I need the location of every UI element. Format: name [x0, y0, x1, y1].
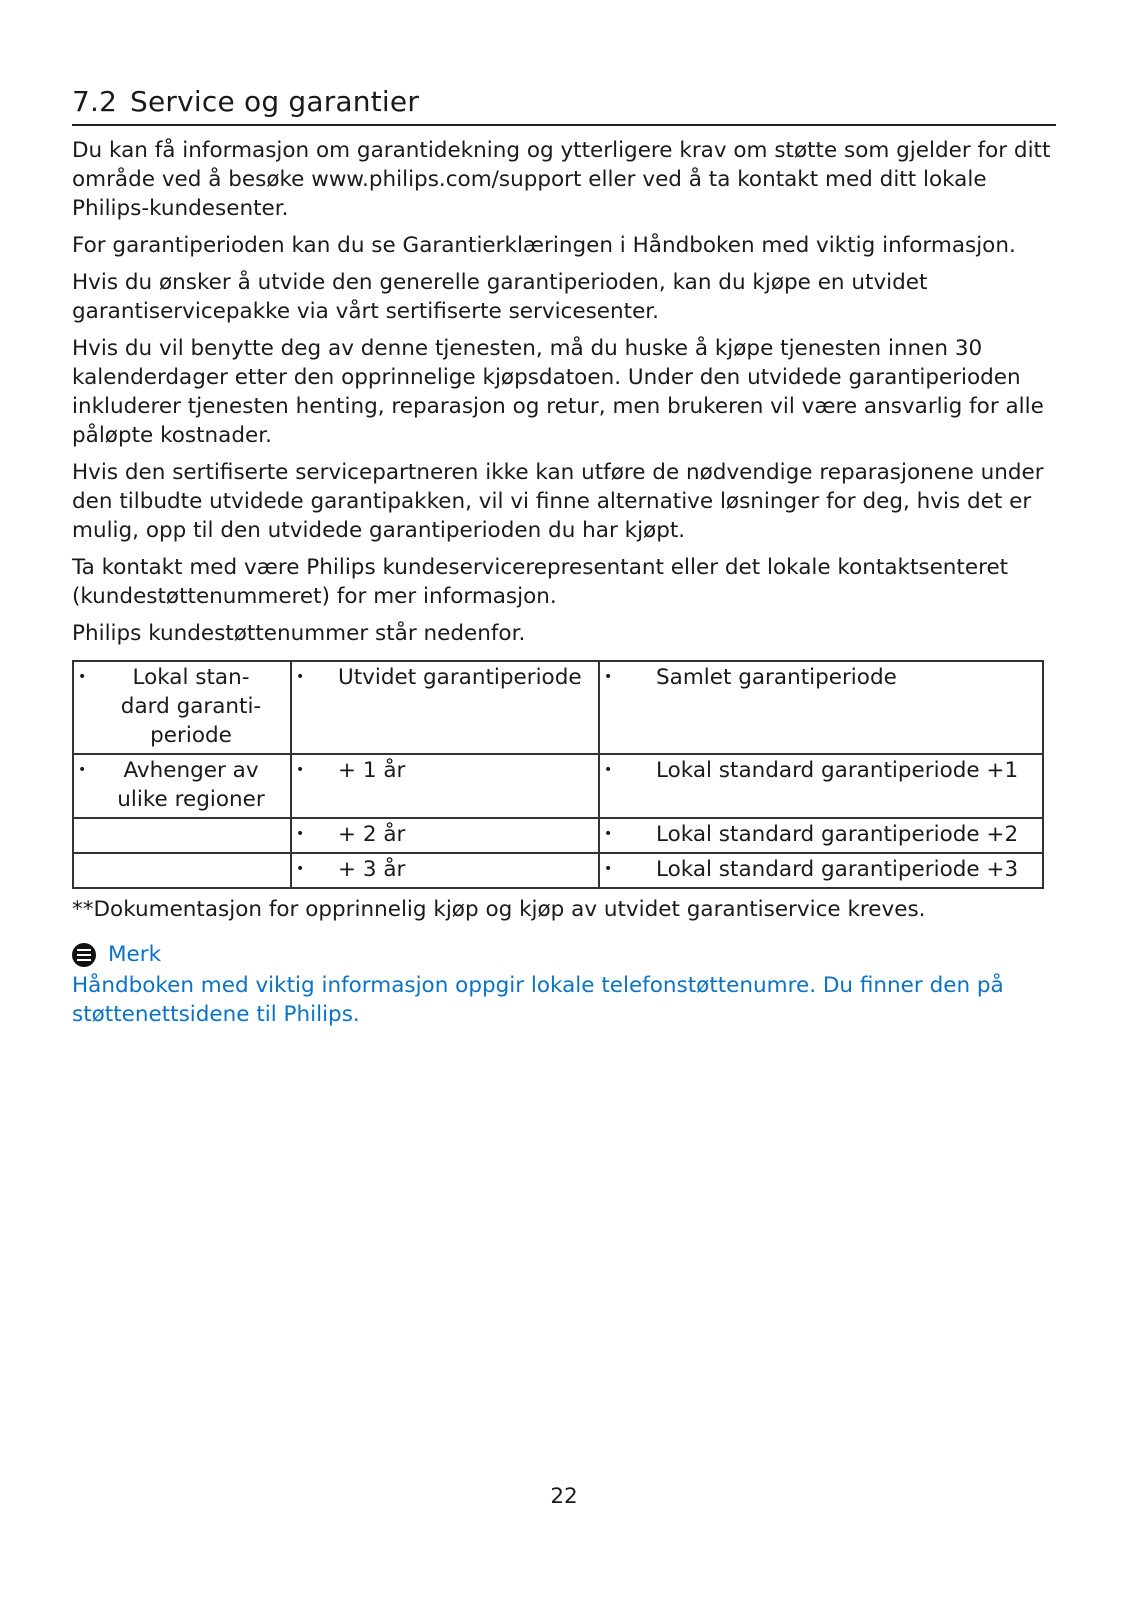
table-cell [73, 853, 291, 888]
paragraph: Du kan få informasjon om garantidekning og ytterligere krav om støtte som gjelder for ditt område ved å besøke www.philips.com/support eller ved å ta kontakt med ditt lokale Philips-kundesenter. [72, 138, 1051, 221]
note-text: Håndboken med viktig informasjon oppgir lokale telefonstøttenumre. Du finner den på støttenettsidene til Philips. [72, 973, 1004, 1027]
note-icon [72, 943, 96, 967]
paragraph: Hvis du vil benytte deg av denne tjenesten, må du huske å kjøpe tjenesten innen 30 kalenderdager etter den opprinnelige kjøpsdatoen. Under den utvidede garantiperioden inkluderer tjenesten henting, reparasjon og retur, men brukeren vil være ansvarlig for alle påløpte kostnader. [72, 336, 1044, 448]
paragraph: For garantiperioden kan du se Garantierklæringen i Håndboken med viktig informasjon. [72, 233, 1016, 258]
paragraph: Philips kundestøttenummer står nedenfor. [72, 621, 526, 646]
footnote: **Dokumentasjon for opprinnelig kjøp og kjøp av utvidet garantiservice kreves. [72, 897, 926, 922]
cell-text: Lokal standard garantiperiode +3 [656, 857, 1019, 882]
page-number: 22 [550, 1484, 578, 1509]
table-row [73, 754, 1043, 818]
cell-text: + 1 år [338, 758, 406, 783]
table-cell [291, 754, 599, 818]
cell-text: Avhenger av ulike regioner [117, 758, 265, 812]
table-cell [73, 754, 291, 818]
bullet-icon: • [296, 762, 305, 778]
section-heading [72, 82, 1056, 126]
table-cell [73, 818, 291, 853]
table-cell [291, 661, 599, 754]
section-number: 7.2 [72, 85, 118, 118]
note-heading [72, 940, 1056, 969]
table-cell [73, 661, 291, 754]
bullet-icon: • [296, 826, 305, 842]
table-row [73, 853, 1043, 888]
table-header-row [73, 661, 1043, 754]
note-title: Merk [108, 942, 162, 967]
table-cell [599, 661, 1043, 754]
page-content [72, 82, 1056, 1029]
bullet-icon: • [296, 861, 305, 877]
table-cell [599, 818, 1043, 853]
table-cell [599, 853, 1043, 888]
table-row [73, 818, 1043, 853]
cell-text: Lokal standard garantiperiode +2 [656, 822, 1019, 847]
paragraph: Ta kontakt med være Philips kundeservicerepresentant eller det lokale kontaktsenteret (kundestøttenummeret) for mer informasjon. [72, 555, 1009, 609]
paragraph: Hvis du ønsker å utvide den generelle garantiperioden, kan du kjøpe en utvidet garantiservicepakke via vårt sertifiserte servicesenter. [72, 270, 928, 324]
bullet-icon: • [604, 669, 613, 685]
table-cell [291, 853, 599, 888]
cell-text: Samlet garantiperiode [656, 665, 897, 690]
cell-text: + 3 år [338, 857, 406, 882]
cell-text: + 2 år [338, 822, 406, 847]
bullet-icon: • [604, 826, 613, 842]
section-title: Service og garantier [130, 85, 420, 118]
table-cell [291, 818, 599, 853]
bullet-icon: • [296, 669, 305, 685]
table-cell [599, 754, 1043, 818]
bullet-icon: • [78, 669, 87, 685]
cell-text: Utvidet garantiperiode [338, 665, 582, 690]
cell-text: Lokal standard garantiperiode +1 [656, 758, 1019, 783]
cell-text: Lokal stan- dard garanti- periode [120, 665, 262, 748]
bullet-icon: • [78, 762, 87, 778]
bullet-icon: • [604, 861, 613, 877]
warranty-table [72, 660, 1044, 889]
paragraph: Hvis den sertifiserte servicepartneren ikke kan utføre de nødvendige reparasjonene under den tilbudte utvidede garantipakken, vil vi finne alternative løsninger for deg, hvis det er mulig, opp til den utvidede garantiperioden du har kjøpt. [72, 460, 1044, 543]
bullet-icon: • [604, 762, 613, 778]
